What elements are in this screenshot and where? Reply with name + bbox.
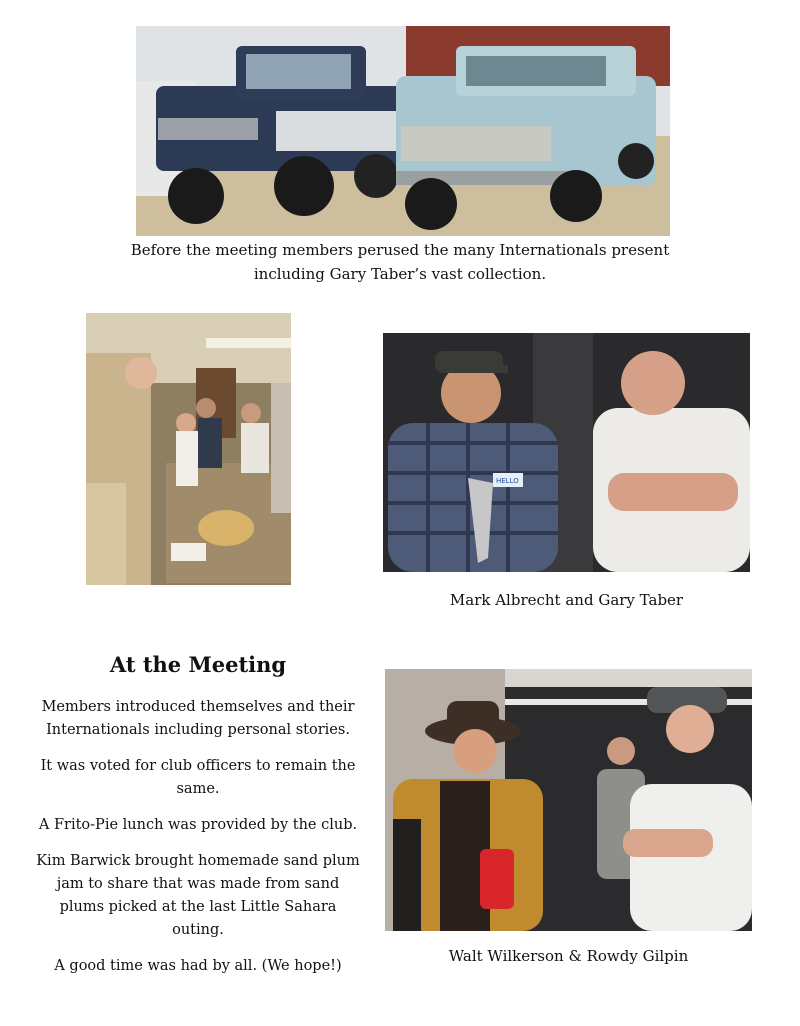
section-heading: At the Meeting bbox=[109, 652, 287, 677]
meeting-note: A good time was had by all. (We hope!) bbox=[54, 958, 342, 974]
photo-mark-gary bbox=[383, 333, 750, 572]
photo-table bbox=[86, 313, 291, 585]
photo-trucks bbox=[136, 26, 670, 236]
meeting-note: Members introduced themselves and their Internationals including personal stories. bbox=[41, 699, 355, 738]
name-badge-text: HELLO bbox=[496, 477, 519, 485]
caption-walt-rowdy: Walt Wilkerson & Rowdy Gilpin bbox=[448, 947, 689, 965]
meeting-note: It was voted for club officers to remain the same. bbox=[40, 758, 356, 797]
table-image bbox=[86, 313, 291, 585]
photo-walt-rowdy bbox=[385, 669, 752, 931]
mark-gary-image bbox=[383, 333, 750, 572]
meeting-note: Kim Barwick brought homemade sand plum jam to share that was made from sand plums picked at the last Little Sahara outing. bbox=[36, 853, 360, 938]
caption-trucks: Before the meeting members perused the many Internationals present including Gary Taber’s vast collection. bbox=[130, 241, 670, 283]
meeting-note: A Frito-Pie lunch was provided by the club. bbox=[38, 817, 358, 833]
caption-mark-gary: Mark Albrecht and Gary Taber bbox=[449, 591, 684, 609]
walt-rowdy-image bbox=[385, 669, 752, 931]
trucks-image bbox=[136, 26, 670, 236]
meeting-notes bbox=[36, 696, 360, 991]
